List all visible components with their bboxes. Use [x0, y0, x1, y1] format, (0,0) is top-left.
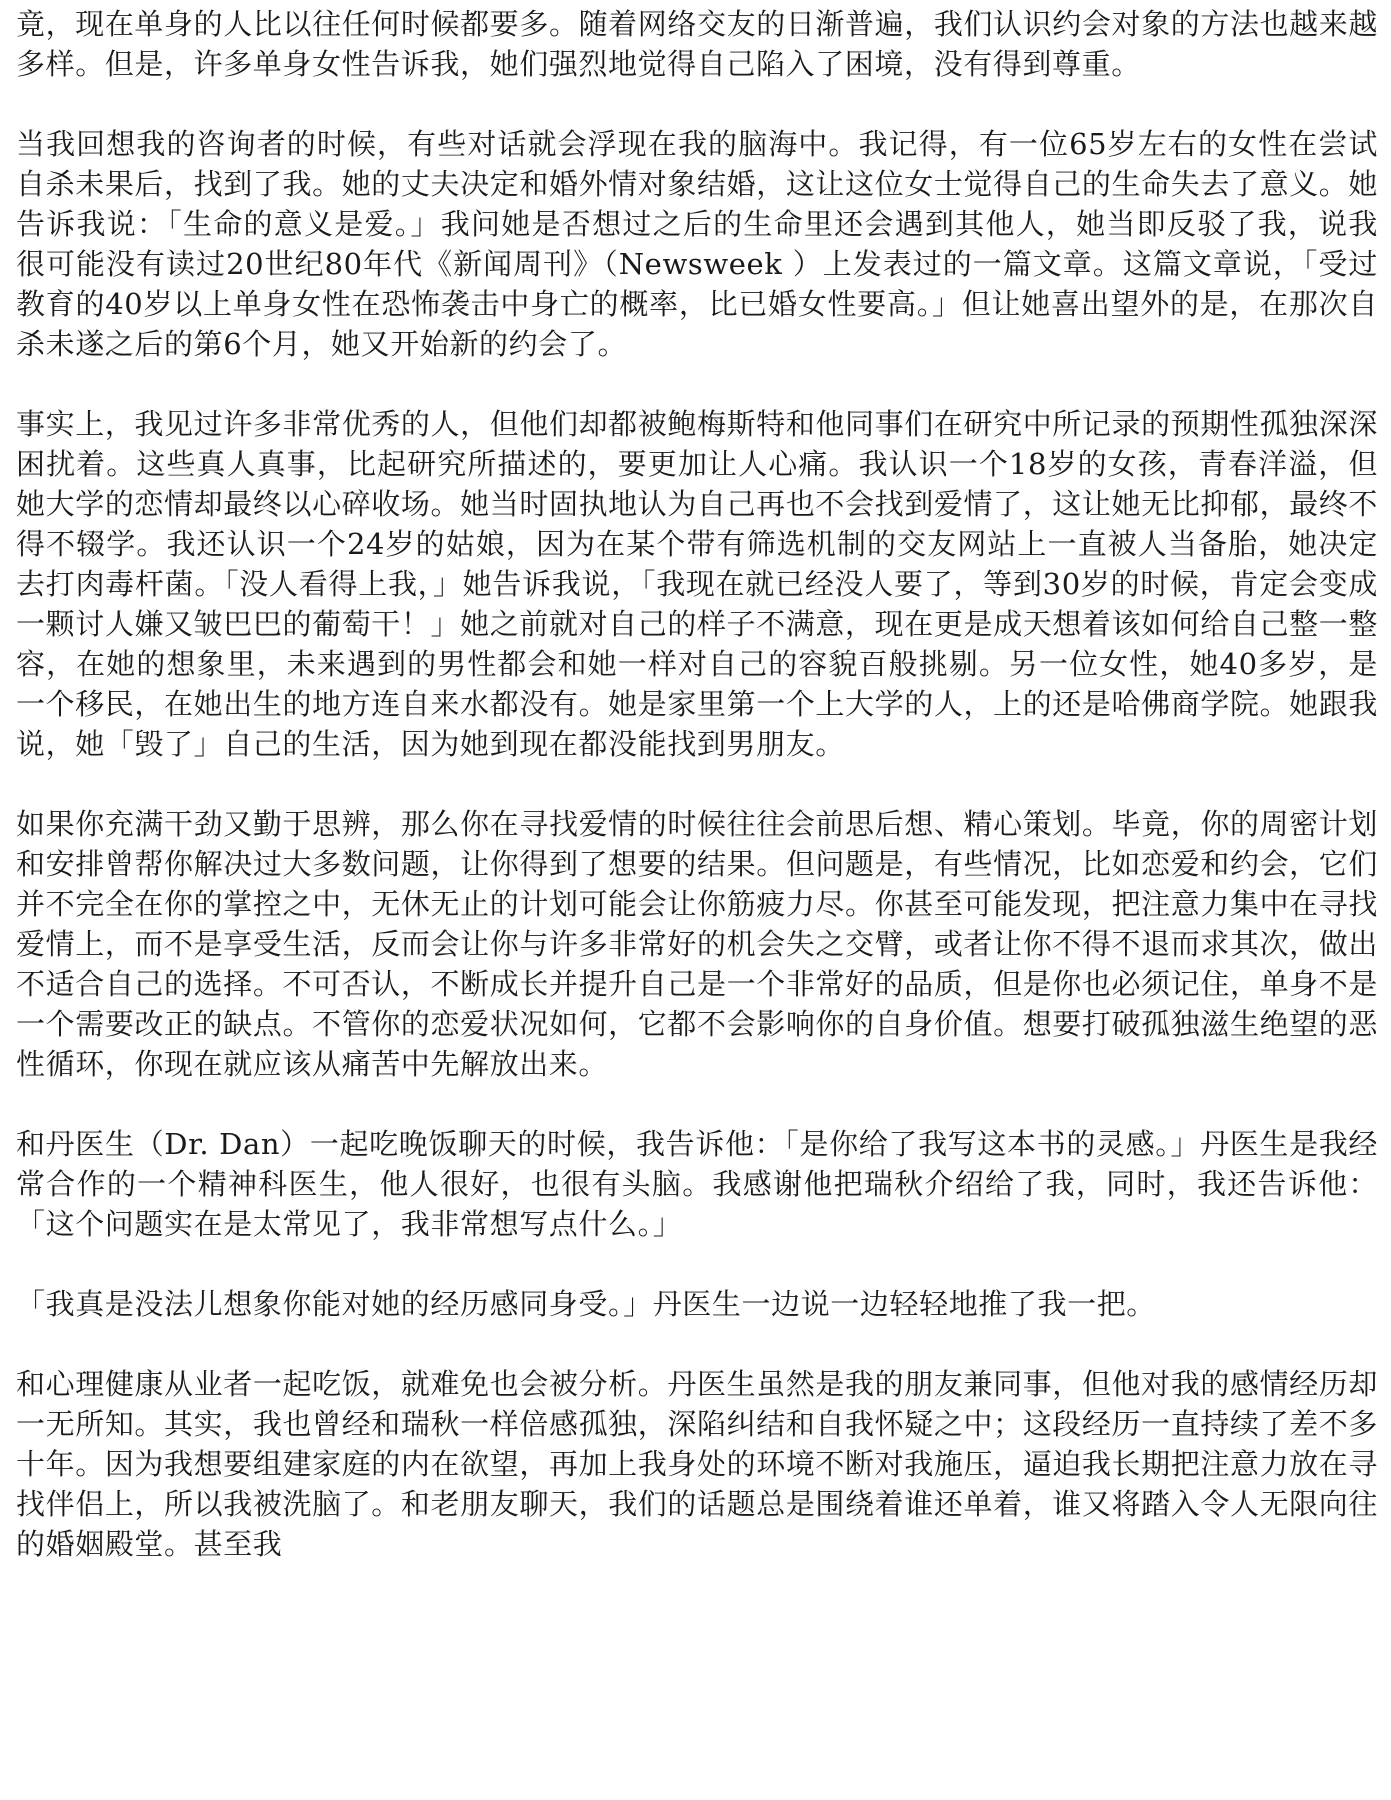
paragraph-3: 事实上，我见过许多非常优秀的人，但他们却都被鲍梅斯特和他同事们在研究中所记录的预期性孤独深深困扰着。这些真人真事，比起研究所描述的，要更加让人心痛。我认识一个18岁的女孩，青春洋溢，但她大学的恋情却最终以心碎收场。她当时固执地认为自己再也不会找到爱情了，这让她无比抑郁，最终不得不辍学。我还认识一个24岁的姑娘，因为在某个带有筛选机制的交友网站上一直被人当备胎，她决定去打肉毒杆菌。「没人看得上我，」她告诉我说，「我现在就已经没人要了，等到30岁的时候，肯定会变成一颗讨人嫌又皱巴巴的葡萄干！」她之前就对自己的样子不满意，现在更是成天想着该如何给自己整一整容，在她的想象里，未来遇到的男性都会和她一样对自己的容貌百般挑剔。另一位女性，她40多岁，是一个移民，在她出生的地方连自来水都没有。她是家里第一个上大学的人，上的还是哈佛商学院。她跟我说，她「毁了」自己的生活，因为她到现在都没能找到男朋友。: [16, 407, 1378, 761]
paragraph-4: 如果你充满干劲又勤于思辨，那么你在寻找爱情的时候往往会前思后想、精心策划。毕竟，你的周密计划和安排曾帮你解决过大多数问题，让你得到了想要的结果。但问题是，有些情况，比如恋爱和约会，它们并不完全在你的掌控之中，无休无止的计划可能会让你筋疲力尽。你甚至可能发现，把注意力集中在寻找爱情上，而不是享受生活，反而会让你与许多非常好的机会失之交臂，或者让你不得不退而求其次，做出不适合自己的选择。不可否认，不断成长并提升自己是一个非常好的品质，但是你也必须记住，单身不是一个需要改正的缺点。不管你的恋爱状况如何，它都不会影响你的自身价值。想要打破孤独滋生绝望的恶性循环，你现在就应该从痛苦中先解放出来。: [16, 807, 1378, 1081]
paragraph-7: 和心理健康从业者一起吃饭，就难免也会被分析。丹医生虽然是我的朋友兼同事，但他对我的感情经历却一无所知。其实，我也曾经和瑞秋一样倍感孤独，深陷纠结和自我怀疑之中；这段经历一直持续了差不多十年。因为我想要组建家庭的内在欲望，再加上我身处的环境不断对我施压，逼迫我长期把注意力放在寻找伴侣上，所以我被洗脑了。和老朋友聊天，我们的话题总是围绕着谁还单着，谁又将踏入令人无限向往的婚姻殿堂。甚至我: [16, 1367, 1378, 1561]
document-page: [16, 4, 1378, 1564]
paragraph-5: 和丹医生（Dr. Dan）一起吃晚饭聊天的时候，我告诉他：「是你给了我写这本书的灵感。」丹医生是我经常合作的一个精神科医生，他人很好，也很有头脑。我感谢他把瑞秋介绍给了我，同时，我还告诉他：「这个问题实在是太常见了，我非常想写点什么。」: [16, 1127, 1378, 1241]
paragraph-1: 竟，现在单身的人比以往任何时候都要多。随着网络交友的日渐普遍，我们认识约会对象的方法也越来越多样。但是，许多单身女性告诉我，她们强烈地觉得自己陷入了困境，没有得到尊重。: [16, 7, 1378, 81]
paragraph-2: 当我回想我的咨询者的时候，有些对话就会浮现在我的脑海中。我记得，有一位65岁左右的女性在尝试自杀未果后，找到了我。她的丈夫决定和婚外情对象结婚，这让这位女士觉得自己的生命失去了意义。她告诉我说：「生命的意义是爱。」我问她是否想过之后的生命里还会遇到其他人，她当即反驳了我，说我很可能没有读过20世纪80年代《新闻周刊》（Newsweek ）上发表过的一篇文章。这篇文章说，「受过教育的40岁以上单身女性在恐怖袭击中身亡的概率，比已婚女性要高。」但让她喜出望外的是，在那次自杀未遂之后的第6个月，她又开始新的约会了。: [16, 127, 1378, 361]
paragraph-6: 「我真是没法儿想象你能对她的经历感同身受。」丹医生一边说一边轻轻地推了我一把。: [16, 1287, 1156, 1321]
